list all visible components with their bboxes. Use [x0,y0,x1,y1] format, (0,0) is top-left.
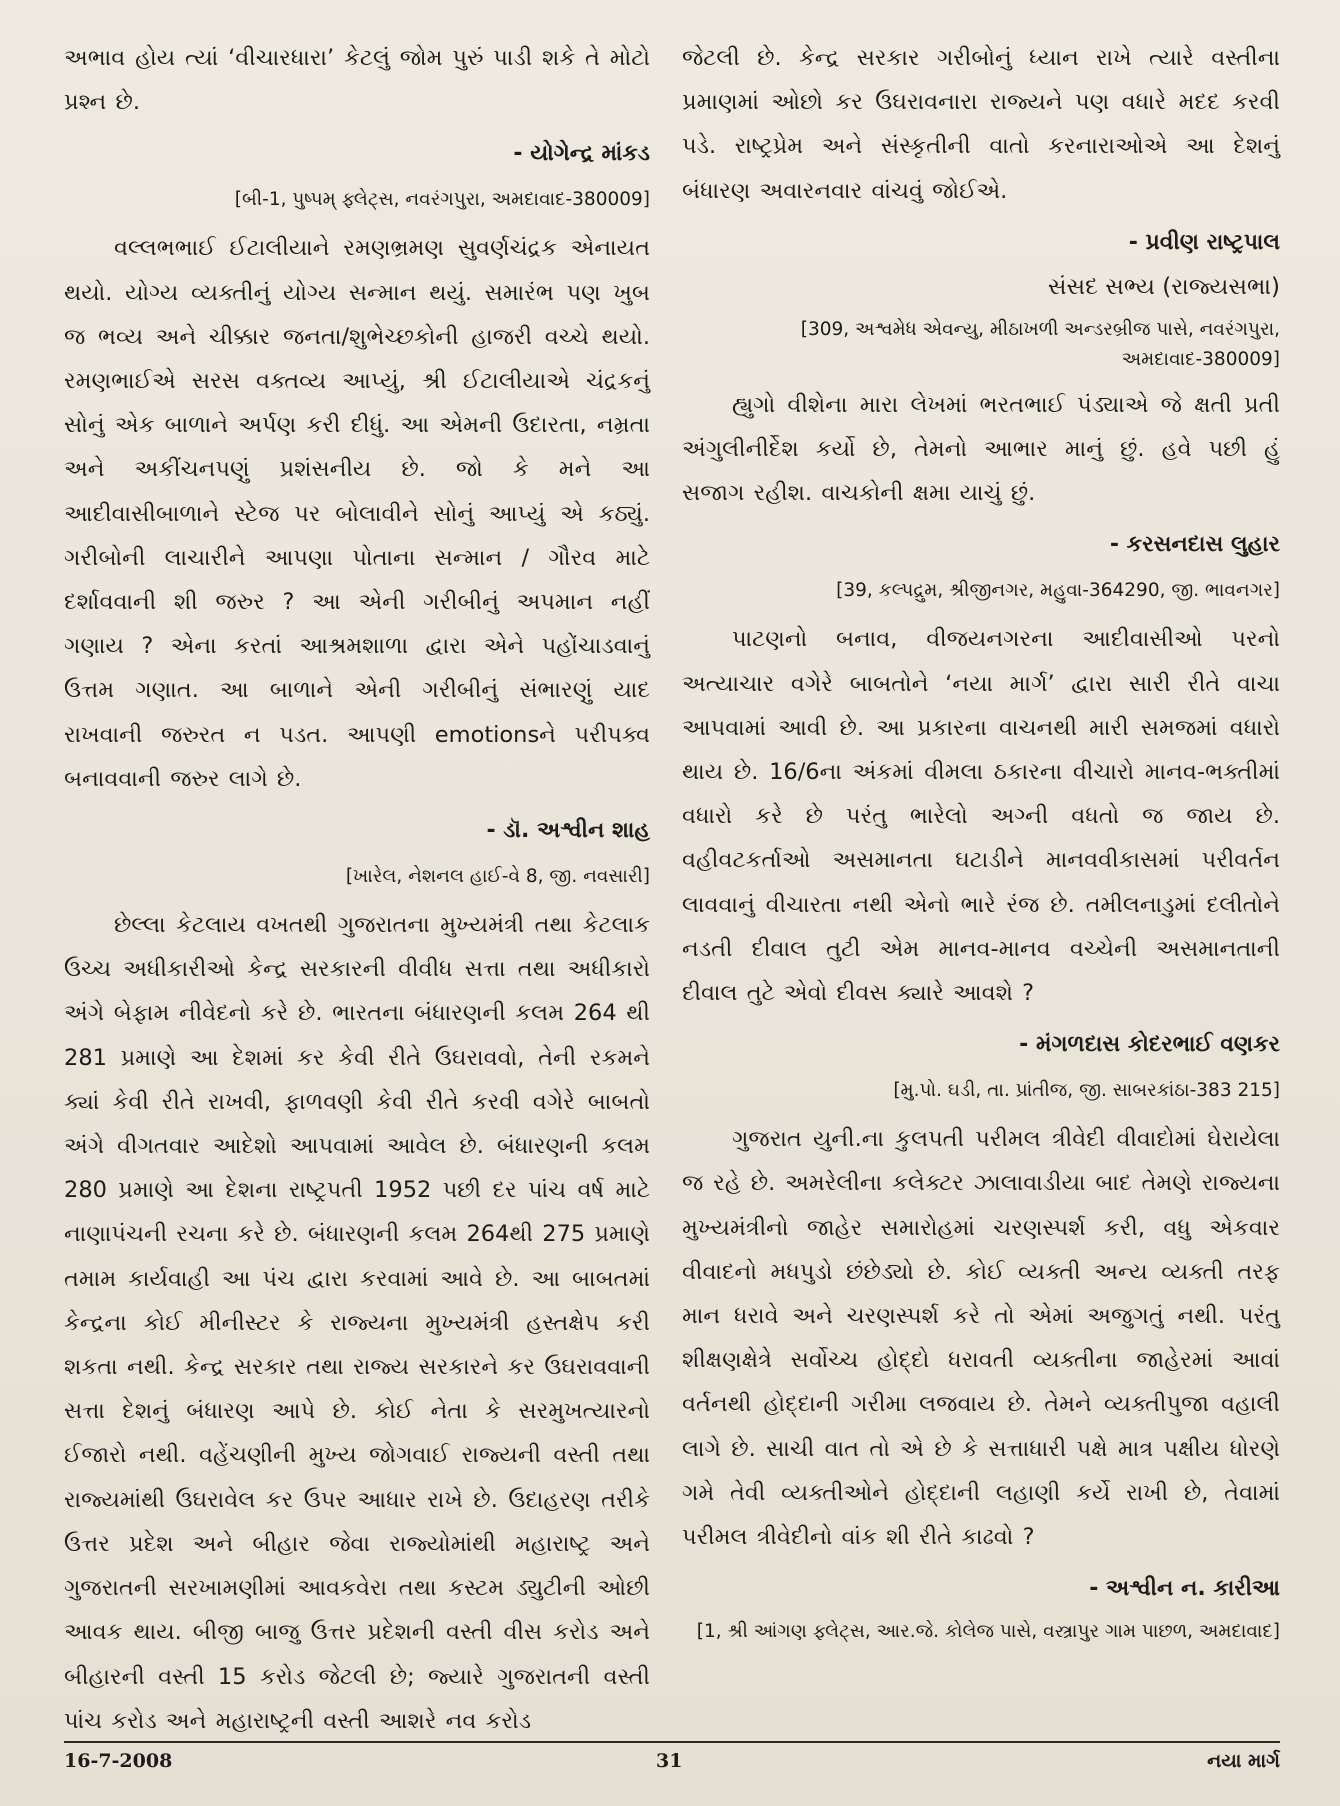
footer-divider [64,1741,1280,1743]
letter-paragraph: છેલ્લા કેટલાય વખતથી ગુજરાતના મુખ્યમંત્રી તથા કેટલાક ઉચ્ચ અધીકારીઓ કેન્દ્ર સરકારની વીવીધ સત્તા તથા અધીકારો અંગે બેફામ નીવેદનો કરે છે. ભારતના બંધારણની કલમ 264 થી 281 પ્રમાણે આ દેશમાં કર કેવી રીતે ઉઘરાવવો, તેની રકમને ક્યાં કેવી રીતે રાખવી, ફાળવણી કેવી રીતે કરવી વગેરે બાબતો અંગે વીગતવાર આદેશો આપવામાં આવેલ છે. બંધારણની કલમ 280 પ્રમાણે આ દેશના રાષ્ટ્રપતી 1952 પછી દર પાંચ વર્ષ માટે નાણાપંચની રચના કરે છે. બંધારણની કલમ 264થી 275 પ્રમાણે તમામ કાર્યવાહી આ પંચ દ્વારા કરવામાં આવે છે. આ બાબતમાં કેન્દ્રના કોઈ મીનીસ્ટર કે રાજ્યના મુખ્યમંત્રી હસ્તક્ષેપ કરી શકતા નથી. કેન્દ્ર સરકાર તથા રાજ્ય સરકારને કર ઉઘરાવવાની સત્તા દેશનું બંધારણ આપે છે. કોઈ નેતા કે સરમુખત્યારનો ઈજારો નથી. વહેંચણીની મુખ્ય જોગવાઈ રાજ્યની વસ્તી તથા રાજ્યમાંથી ઉઘરાવેલ કર ઉપર આધાર રાખે છે. ઉદાહરણ તરીકે ઉત્તર પ્રદેશ અને બીહાર જેવા રાજ્યોમાંથી મહારાષ્ટ્ર અને ગુજરાતની સરખામણીમાં આવકવેરા તથા કસ્ટમ ડ્યુટીની ઓછી આવક થાય. બીજી બાજુ ઉત્તર પ્રદેશની વસ્તી વીસ કરોડ અને બીહારની વસ્તી 15 કરોડ જેટલી છે; જ્યારે ગુજરાતની વસ્તી પાંચ કરોડ અને મહારાષ્ટ્રની વસ્તી આશરે નવ કરોડ [64,912,650,1734]
letter-address: [મુ.પો. ઘડી, તા. પ્રાંતીજ, જી. સાબરકાંઠા-383 215] [893,1080,1280,1102]
letter-paragraph: પાટણનો બનાવ, વીજયનગરના આદીવાસીઓ પરનો અત્યાચાર વગેરે બાબતોને ‘નયા માર્ગ’ દ્વારા સારી રીતે વાચા આપવામાં આવી છે. આ પ્રકારના વાચનથી મારી સમજમાં વધારો થાય છે. 16/6ના અંકમાં વીમલા ઠકારના વીચારો માનવ-ભક્તીમાં વધારો કરે છે પરંતુ ભારેલો અગ્ની વધતો જ જાય છે. વહીવટકર્તાઓ અસમાનતા ઘટાડીને માનવવીકાસમાં પરીવર્તન લાવવાનું વીચારતા નથી એનો ભારે રંજ છે. તમીલનાડુમાં દલીતોને નડતી દીવાલ તુટી એમ માનવ-માનવ વચ્ચેની અસમાનતાની દીવાલ તુટે એવો દીવસ ક્યારે આવશે ? [682,626,1280,1007]
letter-signature: - અશ્વીન ન. કારીઆ [1089,1576,1280,1602]
letter-paragraph: જેટલી છે. કેન્દ્ર સરકાર ગરીબોનું ધ્યાન રાખે ત્યારે વસ્તીના પ્રમાણમાં ઓછો કર ઉઘરાવનારા રાજ્યને પણ વધારે મદદ કરવી પડે. રાષ્ટ્રપ્રેમ અને સંસ્કૃતીની વાતો કરનારાઓએ આ દેશનું બંધારણ અવારનવાર વાંચવું જોઈએ. [682,45,1280,204]
magazine-name: નયા માર્ગ [1207,1750,1280,1772]
letter-address: [1, શ્રી આંગણ ફ્લેટ્સ, આર.જે. કોલેજ પાસે, વસ્ત્રાપુર ગામ પાછળ, અમદાવાદ] [696,1621,1280,1643]
page-number: 31 [656,1750,683,1772]
letter-address: [39, કલ્પદ્રુમ, શ્રીજીનગર, મહુવા-364290, જી. ભાવનગર] [836,580,1280,602]
letter-signature: - ડૉ. અશ્વીન શાહ [486,818,650,844]
letter-address: [309, અશ્વમેધ એવન્યુ, મીઠાખળી અન્ડરબ્રીજ પાસે, નવરંગપુરા, અમદાવાદ-380009] [800,318,1280,370]
letter-paragraph: અભાવ હોય ત્યાં ‘વીચારધારા’ કેટલું જોમ પુરું પાડી શકે તે મોટો પ્રશ્ન છે. [64,45,650,116]
letter-signature: - યોગેન્દ્ર માંકડ [513,141,650,167]
left-column [64,36,650,1743]
signature-title: સંસદ સભ્ય (રાજ્યસભા) [1047,273,1280,300]
issue-date: 16-7-2008 [64,1750,173,1772]
right-column [682,36,1280,1655]
letter-paragraph: હ્યુગો વીશેના મારા લેખમાં ભરતભાઈ પંડ્યાએ જે ક્ષતી પ્રતી અંગુલીનીર્દેશ કર્યો છે, તેમનો આભાર માનું છું. હવે પછી હું સજાગ રહીશ. વાચકોની ક્ષમા યાચું છું. [682,391,1280,507]
letter-paragraph: વલ્લભભાઈ ઈટાલીયાને રમણભ્રમણ સુવર્ણચંદ્રક એનાયત થયો. યોગ્ય વ્યક્તીનું યોગ્ય સન્માન થયું. સમારંભ પણ ખુબ જ ભવ્ય અને ચીક્કાર જનતા/શુભેચ્છકોની હાજરી વચ્ચે થયો. રમણભાઈએ સરસ વક્તવ્ય આપ્યું, શ્રી ઈટાલીયાએ ચંદ્રકનું સોનું એક બાળાને અર્પણ કરી દીધું. આ એમની ઉદારતા, નમ્રતા અને અકીંચનપણું પ્રશંસનીય છે. જો કે મને આ આદીવાસીબાળાને સ્ટેજ પર બોલાવીને સોનું આપ્યું એ કઠ્યું. ગરીબોની લાચારીને આપણા પોતાના સન્માન / ગૌરવ માટે દર્શાવવાની શી જરુર ? આ એની ગરીબીનું અપમાન નહીં ગણાય ? એના કરતાં આશ્રમશાળા દ્વારા એને પહોંચાડવાનું ઉત્તમ ગણાત. આ બાળાને એની ગરીબીનું સંભારણું યાદ રાખવાની જરુરત ન પડત. આપણી emotionsને પરીપક્વ બનાવવાની જરુર લાગે છે. [64,235,650,792]
letter-signature: - પ્રવીણ રાષ્ટ્રપાલ [1128,229,1280,255]
letter-address: [બી-1, પુષ્પમ્ ફ્લેટ્સ, નવરંગપુરા, અમદાવાદ-380009] [234,189,650,211]
letter-address: [ખારેલ, નેશનલ હાઈ-વે 8, જી. નવસારી] [345,866,650,888]
letter-paragraph: ગુજરાત યુની.ના કુલપતી પરીમલ ત્રીવેદી વીવાદોમાં ઘેરાયેલા જ રહે છે. અમરેલીના કલેક્ટર ઝાલાવાડીયા બાદ તેમણે રાજ્યના મુખ્યમંત્રીનો જાહેર સમારોહમાં ચરણસ્પર્શ કરી, વધુ એકવાર વીવાદનો મધપુડો છંછેડ્યો છે. કોઈ વ્યક્તી અન્ય વ્યક્તી તરફ માન ધરાવે અને ચરણસ્પર્શ કરે તો એમાં અજુગતું નથી. પરંતુ શીક્ષણક્ષેત્રે સર્વોચ્ચ હોદ્દો ધરાવતી વ્યક્તીના જાહેરમાં આવાં વર્તનથી હોદ્દાની ગરીમા લજવાય છે. તેમને વ્યક્તીપુજા વહાલી લાગે છે. સાચી વાત તો એ છે કે સત્તાધારી પક્ષે માત્ર પક્ષીય ધોરણે ગમે તેવી વ્યક્તીઓને હોદ્દાની લહાણી કર્યે રાખી છે, તેવામાં પરીમલ ત્રીવેદીનો વાંક શી રીતે કાઢવો ? [682,1126,1280,1551]
letter-signature: - કરસનદાસ લુહાર [1109,532,1280,558]
letter-signature: - મંગળદાસ કોદરભાઈ વણકર [1019,1032,1280,1058]
